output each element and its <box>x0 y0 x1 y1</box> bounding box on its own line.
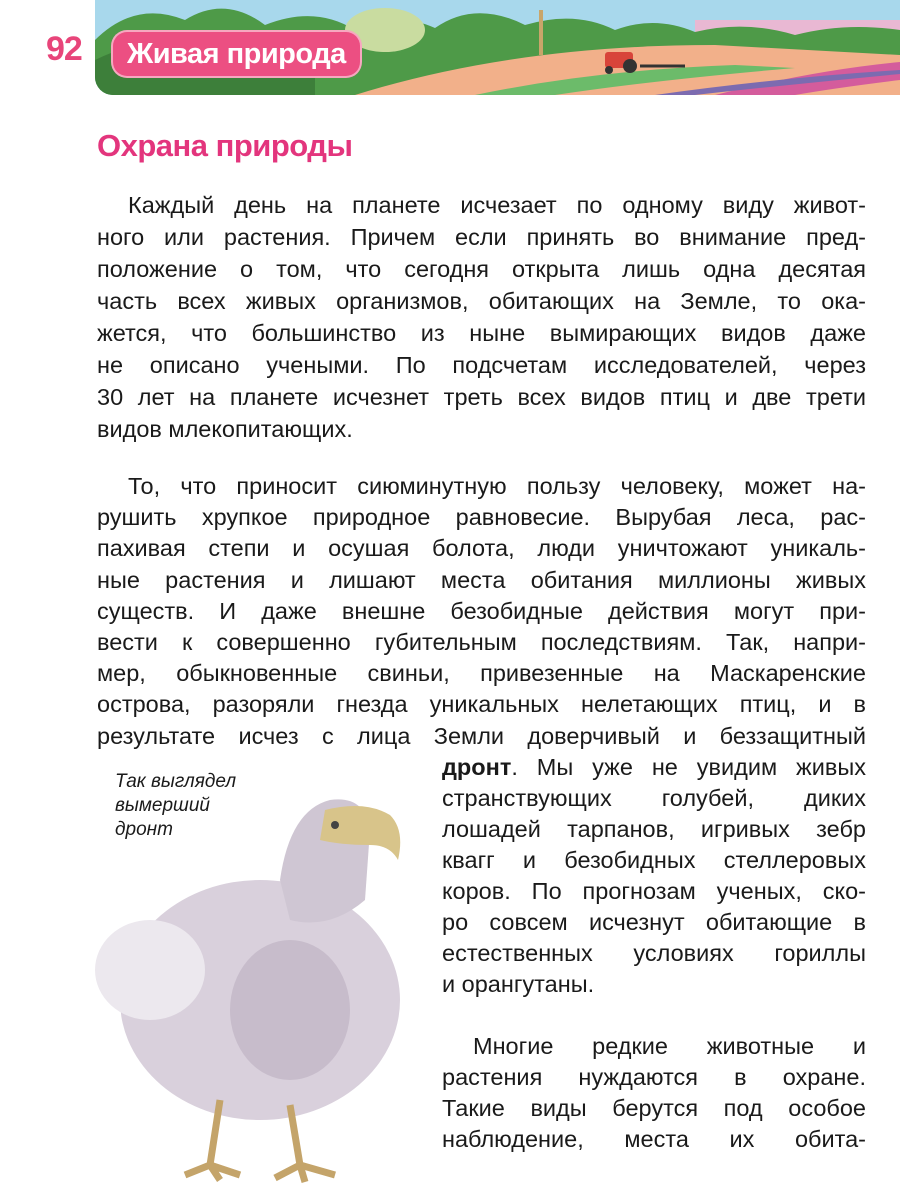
text-line: странствующих голубей, диких <box>442 785 866 811</box>
text-line: 30 лет на планете исчезнет треть всех видов птиц и две трети <box>97 384 866 410</box>
text-line: растения нуждаются в охране. <box>442 1064 866 1090</box>
page-number: 92 <box>46 30 82 68</box>
page-title: Охрана природы <box>97 128 353 163</box>
text-line: Многие редкие животные и <box>473 1033 866 1059</box>
caption-line: дронт <box>115 819 173 840</box>
keyword-dodo: дронт <box>442 754 512 780</box>
text-line: и орангутаны. <box>442 971 595 997</box>
text-line: ро совсем исчезнут обитающие в <box>442 909 866 935</box>
paragraph-2-continued <box>442 752 866 1000</box>
caption-line: Так выглядел <box>115 771 237 792</box>
text-line: существ. И даже внешне безобидные действия могут при- <box>97 597 866 624</box>
paragraph-3 <box>442 1031 866 1155</box>
text-line: лошадей тарпанов, игривых зебр <box>442 816 866 842</box>
text-line: То, что приносит сиюминутную пользу человеку, может на- <box>128 473 866 499</box>
text-line: видов млекопитающих. <box>97 416 353 442</box>
paragraph-2 <box>97 471 866 752</box>
text-line: квагг и безобидных стеллеровых <box>442 847 866 873</box>
text-line: положение о том, что сегодня открыта лишь одна десятая <box>97 256 866 282</box>
text-line: пахивая степи и осушая болота, люди уничтожают уникаль- <box>97 535 866 562</box>
text-line: ного или растения. Причем если принять во внимание пред- <box>97 224 866 250</box>
text-line: острова, разоряли гнезда уникальных нелетающих птиц, и в <box>97 691 866 718</box>
figure-caption <box>115 770 236 842</box>
text-line: ные растения и лишают места обитания миллионы живых <box>97 566 866 593</box>
text-line: рушить хрупкое природное равновесие. Вырубая леса, рас- <box>97 504 866 531</box>
text-line: Каждый день на планете исчезает по одному виду живот- <box>128 192 866 218</box>
text-line: вести к совершенно губительным последствиям. Так, напри- <box>97 629 866 656</box>
paragraph-1 <box>97 189 866 445</box>
text-line: мер, обыкновенные свиньи, привезенные на Маскаренские <box>97 660 866 687</box>
text-line: естественных условиях гориллы <box>442 940 866 966</box>
text-line: не описано учеными. По подсчетам исследователей, через <box>97 352 866 378</box>
section-label: Живая природа <box>113 32 360 76</box>
caption-line: вымерший <box>115 795 210 816</box>
text-line: дронт. Мы уже не увидим живых <box>442 754 866 780</box>
text-line: Такие виды берутся под особое <box>442 1095 866 1121</box>
text-line: наблюдение, места их обита- <box>442 1126 866 1152</box>
text-line: часть всех живых организмов, обитающих на Земле, то ока- <box>97 288 866 314</box>
text-line: коров. По прогнозам ученых, ско- <box>442 878 866 904</box>
text-line: результате исчез с лица Земли доверчивый и беззащитный <box>97 722 866 749</box>
text-line: жется, что большинство из ныне вымирающих видов даже <box>97 320 866 346</box>
